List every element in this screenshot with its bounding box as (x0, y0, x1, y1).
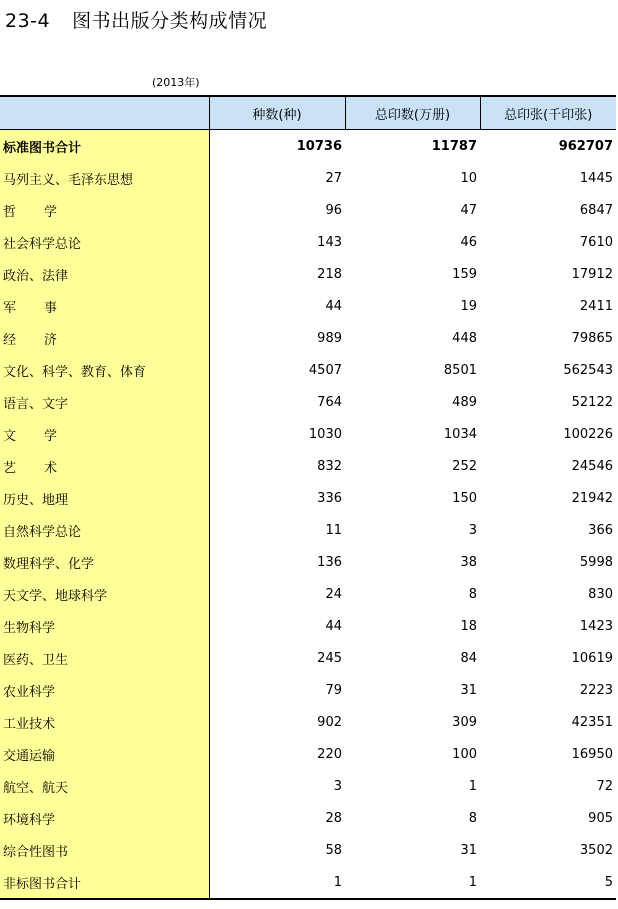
cell-copies: 252 (452, 458, 477, 474)
row-label (0, 738, 209, 770)
cell-kinds: 24 (325, 586, 342, 602)
table-row (0, 450, 616, 482)
cell-sheets: 79865 (571, 330, 613, 346)
cell-copies: 10 (460, 170, 477, 186)
row-label (0, 706, 209, 738)
table-row (0, 322, 616, 354)
row-label (0, 482, 209, 514)
cell-kinds: 1030 (308, 426, 342, 442)
table-body (0, 130, 616, 900)
cell-kinds: 832 (317, 458, 342, 474)
table-row (0, 482, 616, 514)
table-row (0, 546, 616, 578)
cell-kinds: 220 (317, 746, 342, 762)
row-label (0, 514, 209, 546)
row-label-text: 工业技术 (3, 716, 56, 732)
cell-sheets: 562543 (563, 362, 613, 378)
cell-copies: 31 (460, 682, 477, 698)
row-label-text: 医药、卫生 (3, 652, 69, 668)
cell-sheets: 72 (596, 778, 613, 794)
cell-kinds: 44 (325, 618, 342, 634)
table-row (0, 802, 616, 834)
cell-sheets: 52122 (571, 394, 613, 410)
row-label-text: 生物科学 (3, 620, 56, 636)
cell-copies: 31 (460, 842, 477, 858)
cell-copies: 18 (460, 618, 477, 634)
cell-copies: 150 (452, 490, 477, 506)
cell-sheets: 1445 (579, 170, 613, 186)
cell-sheets: 830 (588, 586, 613, 602)
row-label (0, 546, 209, 578)
cell-copies: 8 (468, 810, 477, 826)
row-label (0, 674, 209, 706)
cell-kinds: 764 (317, 394, 342, 410)
cell-sheets: 21942 (571, 490, 613, 506)
row-label (0, 322, 209, 354)
cell-kinds: 4507 (308, 362, 342, 378)
table-row (0, 578, 616, 610)
row-label (0, 258, 209, 290)
row-label-text: 天文学、地球科学 (3, 588, 108, 604)
row-label (0, 578, 209, 610)
cell-kinds: 1 (209, 866, 345, 899)
table-row (0, 610, 616, 642)
table-row (0, 258, 616, 290)
cell-sheets: 5998 (579, 554, 613, 570)
table-row (0, 642, 616, 674)
table-row (0, 386, 616, 418)
cell-sheets: 3502 (579, 842, 613, 858)
row-label-text: 文 (3, 428, 17, 444)
cell-kinds: 218 (317, 266, 342, 282)
row-label-text: 环境科学 (3, 812, 56, 828)
cell-kinds: 143 (317, 234, 342, 250)
cell-kinds: 79 (325, 682, 342, 698)
row-label-text: 非标图书合计 (3, 876, 82, 892)
cell-kinds: 336 (317, 490, 342, 506)
header-kinds: 种数(种) (209, 96, 345, 130)
cell-copies: 1 (468, 778, 477, 794)
cell-kinds: 136 (317, 554, 342, 570)
row-label (0, 386, 209, 418)
cell-sheets: 7610 (579, 234, 613, 250)
row-label (0, 866, 209, 899)
row-label (0, 834, 209, 866)
page-title (5, 6, 267, 33)
cell-sheets: 6847 (579, 202, 613, 218)
cell-kinds: 44 (325, 298, 342, 314)
row-label-text: 哲 (3, 204, 17, 220)
cell-sheets: 2223 (579, 682, 613, 698)
year-note: (2013年) (152, 76, 200, 89)
header-copies: 总印数(万册) (345, 96, 480, 130)
row-label-text: 社会科学总论 (3, 236, 82, 252)
table-row (0, 738, 616, 770)
table-row (0, 834, 616, 866)
row-label (0, 802, 209, 834)
cell-kinds: 28 (325, 810, 342, 826)
table-title: 图书出版分类构成情况 (72, 10, 268, 32)
cell-sheets: 42351 (571, 714, 613, 730)
row-label-text: 马列主义、毛泽东思想 (3, 172, 134, 188)
row-label-text: 文化、科学、教育、体育 (3, 364, 147, 380)
cell-kinds: 96 (325, 202, 342, 218)
row-label (0, 418, 209, 450)
cell-kinds: 58 (325, 842, 342, 858)
table-row (0, 866, 616, 899)
cell-kinds: 11 (325, 522, 342, 538)
cell-sheets: 1423 (579, 618, 613, 634)
cell-copies: 84 (460, 650, 477, 666)
row-label-text: 综合性图书 (3, 844, 69, 860)
cell-kinds: 902 (317, 714, 342, 730)
row-label-text: 语言、文字 (3, 396, 69, 412)
cell-sheets: 16950 (571, 746, 613, 762)
cell-copies: 19 (460, 298, 477, 314)
row-label-text: 艺 (3, 460, 17, 476)
table-row (0, 290, 616, 322)
table-row (0, 130, 616, 163)
row-label-text-2: 事 (44, 300, 58, 316)
table-row (0, 226, 616, 258)
cell-copies: 448 (452, 330, 477, 346)
row-label-text-2: 学 (44, 428, 58, 444)
row-label-text-2: 济 (44, 332, 58, 348)
row-label-text-2: 术 (44, 460, 58, 476)
cell-copies: 38 (460, 554, 477, 570)
cell-copies: 489 (452, 394, 477, 410)
row-label (0, 194, 209, 226)
header-sheets: 总印张(千印张) (480, 96, 616, 130)
row-label (0, 226, 209, 258)
cell-sheets: 366 (588, 522, 613, 538)
row-label (0, 642, 209, 674)
cell-copies: 8501 (443, 362, 477, 378)
cell-copies: 309 (452, 714, 477, 730)
table-row (0, 418, 616, 450)
header-category (0, 96, 209, 130)
table-number: 23-4 (5, 10, 51, 32)
row-label-text: 军 (3, 300, 17, 316)
data-table (0, 95, 616, 900)
cell-kinds: 989 (317, 330, 342, 346)
cell-sheets: 2411 (579, 298, 613, 314)
cell-kinds: 245 (317, 650, 342, 666)
cell-kinds: 10736 (296, 138, 342, 154)
row-label (0, 290, 209, 322)
table-row (0, 354, 616, 386)
row-label (0, 354, 209, 386)
table-row (0, 162, 616, 194)
row-label (0, 770, 209, 802)
cell-sheets: 962707 (558, 138, 613, 154)
cell-copies: 11787 (431, 138, 477, 154)
table-row (0, 674, 616, 706)
row-label-text: 数理科学、化学 (3, 556, 95, 572)
row-label (0, 450, 209, 482)
row-label-text-2: 学 (44, 204, 58, 220)
cell-copies: 8 (468, 586, 477, 602)
cell-sheets: 17912 (571, 266, 613, 282)
cell-copies: 47 (460, 202, 477, 218)
cell-kinds: 27 (325, 170, 342, 186)
cell-copies: 1034 (443, 426, 477, 442)
cell-copies: 100 (452, 746, 477, 762)
cell-sheets: 100226 (563, 426, 613, 442)
cell-sheets: 5 (480, 866, 616, 899)
table-row (0, 706, 616, 738)
cell-copies: 1 (345, 866, 480, 899)
table-row (0, 514, 616, 546)
row-label (0, 130, 209, 163)
cell-copies: 3 (468, 522, 477, 538)
row-label-text: 航空、航天 (3, 780, 69, 796)
row-label (0, 610, 209, 642)
row-label (0, 162, 209, 194)
row-label-text: 交通运输 (3, 748, 56, 764)
cell-sheets: 10619 (571, 650, 613, 666)
cell-kinds: 3 (333, 778, 342, 794)
header-row (0, 96, 616, 130)
row-label-text: 经 (3, 332, 17, 348)
row-label-text: 农业科学 (3, 684, 56, 700)
cell-sheets: 24546 (571, 458, 613, 474)
row-label-text: 标准图书合计 (3, 140, 82, 156)
cell-sheets: 905 (588, 810, 613, 826)
row-label-text: 历史、地理 (3, 492, 69, 508)
row-label-text: 政治、法律 (3, 268, 69, 284)
table-row (0, 770, 616, 802)
row-label-text: 自然科学总论 (3, 524, 82, 540)
cell-copies: 46 (460, 234, 477, 250)
cell-copies: 159 (452, 266, 477, 282)
table-row (0, 194, 616, 226)
